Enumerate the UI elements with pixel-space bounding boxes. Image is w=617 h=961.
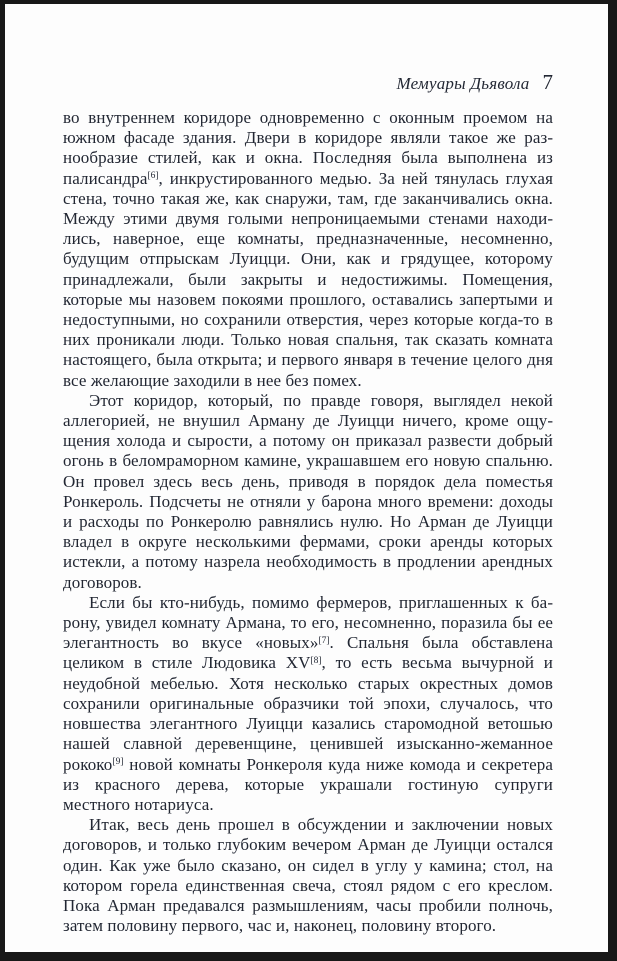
footnote-marker: [7]	[318, 636, 330, 647]
page-header	[63, 70, 553, 94]
page-content	[63, 70, 553, 936]
running-title: Мемуары Дьявола	[396, 74, 530, 93]
paragraph: Этот коридор, который, по правде говоря, выглядел некой аллегорией, не внушил Арману де Луицци ничего, кроме ощущения холода и сырости, а потому он приказал развести добрый огонь в беломраморном камине, украшавшем его новую спальню. Он провел здесь весь день, приводя в порядок дела поместья Ронкероль. Подсчеты не отняли у барона много времени: доходы и расходы по Ронкеролю равнялись нулю. Но Арман де Луицци владел в округе несколькими фермами, сроки аренды которых истекли, а потому назрела необходимость в продлении арендных договоров.	[63, 390, 553, 592]
paragraph: во внутреннем коридоре одновременно с оконным проемом на южном фасаде здания. Двери в коридоре являли такое же разнообразие стилей, как и окна. Последняя была выполнена из палисандра[6], инкрустированного медью. За ней тянулась глухая стена, точно такая же, как снаружи, там, где заканчивались окна. Между этими двумя голыми непроницаемыми стенами находились, наверное, еще комнаты, предназначенные, несомненно, будущим отпрыскам Луицци. Они, как и грядущее, которому принадлежали, были закрыты и недостижимы. Помещения, которые мы назовем покоями прошлого, оставались запертыми и недоступными, но сохранили отверстия, через которые когда-то в них проникали люди. Только новая спальня, так сказать комната настоящего, была открыта; и первого января в течение целого дня все желающие заходили в нее без помех.	[63, 108, 553, 390]
footnote-marker: [9]	[112, 757, 124, 768]
page-number: 7	[542, 70, 553, 94]
paragraph: Если бы кто-нибудь, помимо фермеров, приглашенных к барону, увидел комнату Армана, то его, несомненно, поразила бы ее элегантность во вкусе «новых»[7]. Спальня была обставлена целиком в стиле Людовика XV[8], то есть весьма вычурной и неудобной мебелью. Хотя несколько старых окрестных домов сохранили оригинальные образчики той эпохи, случалось, что новшества элегантного Луицци казались старомодной ветошью нашей славной деревенщине, ценившей изысканно-жеманное рококо[9] новой комнаты Ронкероля куда ниже комода и секретера из красного дерева, которые украшали гостиную супруги местного нотариуса.	[63, 592, 553, 814]
footnote-marker: [8]	[310, 656, 322, 667]
book-page	[5, 4, 608, 952]
paragraph: Итак, весь день прошел в обсуждении и заключении новых договоров, и только глубоким вечером Арман де Луицци остался один. Как уже было сказано, он сидел в углу у камина; стол, на котором горела единственная свеча, стоял рядом с его креслом. Пока Арман предавался размышлениям, часы пробили полночь, затем половину первого, час и, наконец, половину второго.	[63, 815, 553, 936]
body-text	[63, 108, 553, 936]
footnote-marker: [6]	[147, 171, 159, 182]
